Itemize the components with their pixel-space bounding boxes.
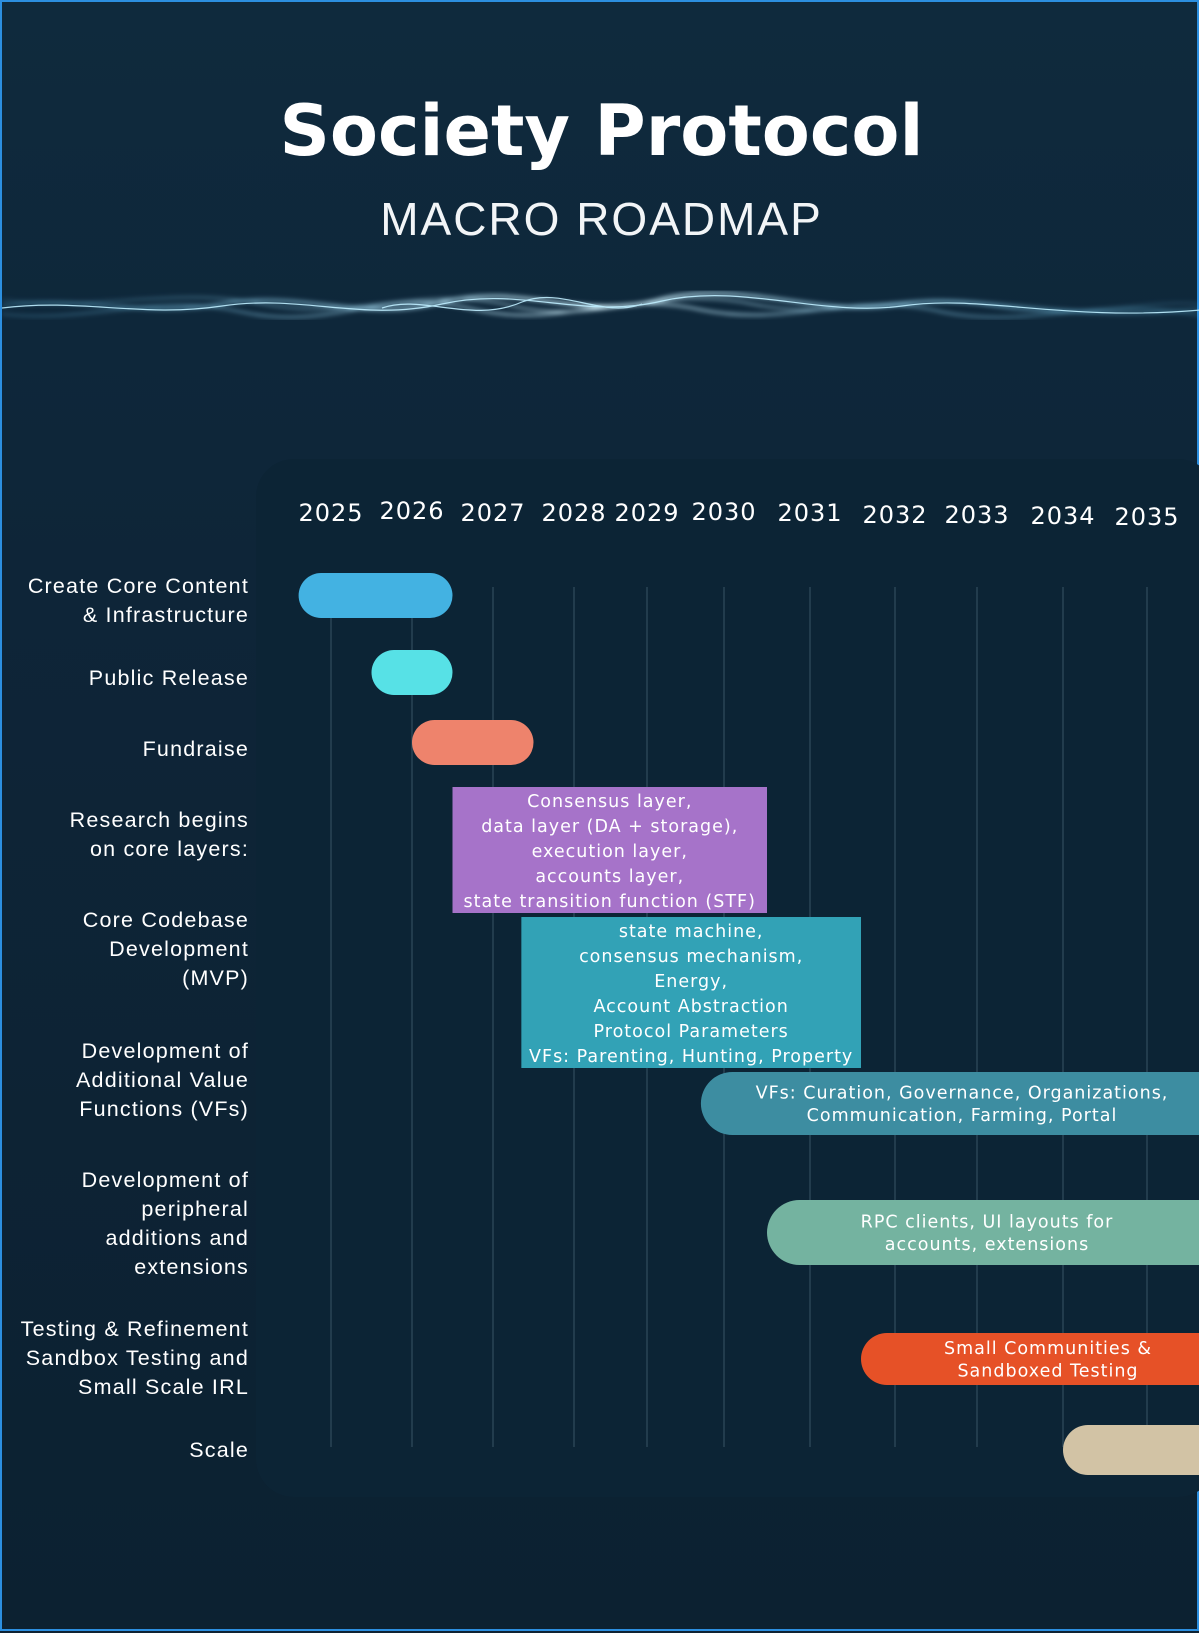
row-4-bar-text: accounts layer, [535, 867, 685, 887]
row-5-bar-text: Energy, [654, 972, 729, 992]
row-5-bar-text: Protocol Parameters [593, 1022, 789, 1042]
row-4-label: Research begins on core layers: [69, 808, 249, 861]
page-subtitle: MACRO ROADMAP [380, 193, 823, 245]
row-2-bar [372, 650, 453, 695]
row-5-label: Core Codebase Development (MVP) [82, 908, 249, 990]
year-label-2028: 2028 [541, 499, 607, 527]
year-label-2034: 2034 [1030, 502, 1096, 530]
row-9-label: Scale [189, 1438, 249, 1462]
year-label-2025: 2025 [298, 499, 364, 527]
row-8-bar-text: Small Communities & [943, 1339, 1153, 1360]
row-9-bar [1063, 1425, 1199, 1475]
row-8-bar-text: Sandboxed Testing [957, 1361, 1139, 1382]
row-3-label: Fundraise [142, 737, 249, 761]
row-4-bar-text: state transition function (STF) [463, 892, 756, 912]
row-7-bar-text: accounts, extensions [884, 1235, 1090, 1256]
year-label-2035: 2035 [1114, 503, 1180, 531]
year-label-2030: 2030 [691, 498, 757, 526]
year-label-2026: 2026 [379, 497, 445, 525]
row-2-label: Public Release [88, 666, 249, 690]
row-7-label: Development of peripheral additions and extensions [81, 1168, 249, 1279]
year-label-2029: 2029 [614, 499, 680, 527]
row-7-bar-text: RPC clients, UI layouts for [860, 1212, 1114, 1233]
row-1-bar [299, 573, 453, 618]
row-4-bar-text: Consensus layer, [527, 792, 693, 812]
row-5-bar-text: consensus mechanism, [579, 947, 804, 967]
row-5-bar-text: state machine, [618, 922, 764, 942]
year-label-2027: 2027 [460, 499, 526, 527]
row-1-label: Create Core Content & Infrastructure [27, 574, 249, 627]
row-8-label: Testing & Refinement Sandbox Testing and Small Scale IRL [20, 1317, 249, 1399]
page-title: Society Protocol [279, 90, 924, 172]
year-label-2031: 2031 [777, 499, 843, 527]
row-6-bar-text: Communication, Farming, Portal [806, 1106, 1118, 1127]
year-label-2033: 2033 [944, 501, 1010, 529]
year-label-2032: 2032 [862, 501, 928, 529]
row-5-bar-text: VFs: Parenting, Hunting, Property [529, 1047, 854, 1067]
row-6-label: Development of Additional Value Functions (VFs) [76, 1039, 249, 1121]
row-6-bar-text: VFs: Curation, Governance, Organizations, [755, 1083, 1169, 1104]
row-4-bar-text: execution layer, [531, 842, 688, 862]
row-4-bar-text: data layer (DA + storage), [481, 817, 739, 837]
row-3-bar [412, 720, 534, 765]
row-5-bar-text: Account Abstraction [593, 997, 789, 1017]
